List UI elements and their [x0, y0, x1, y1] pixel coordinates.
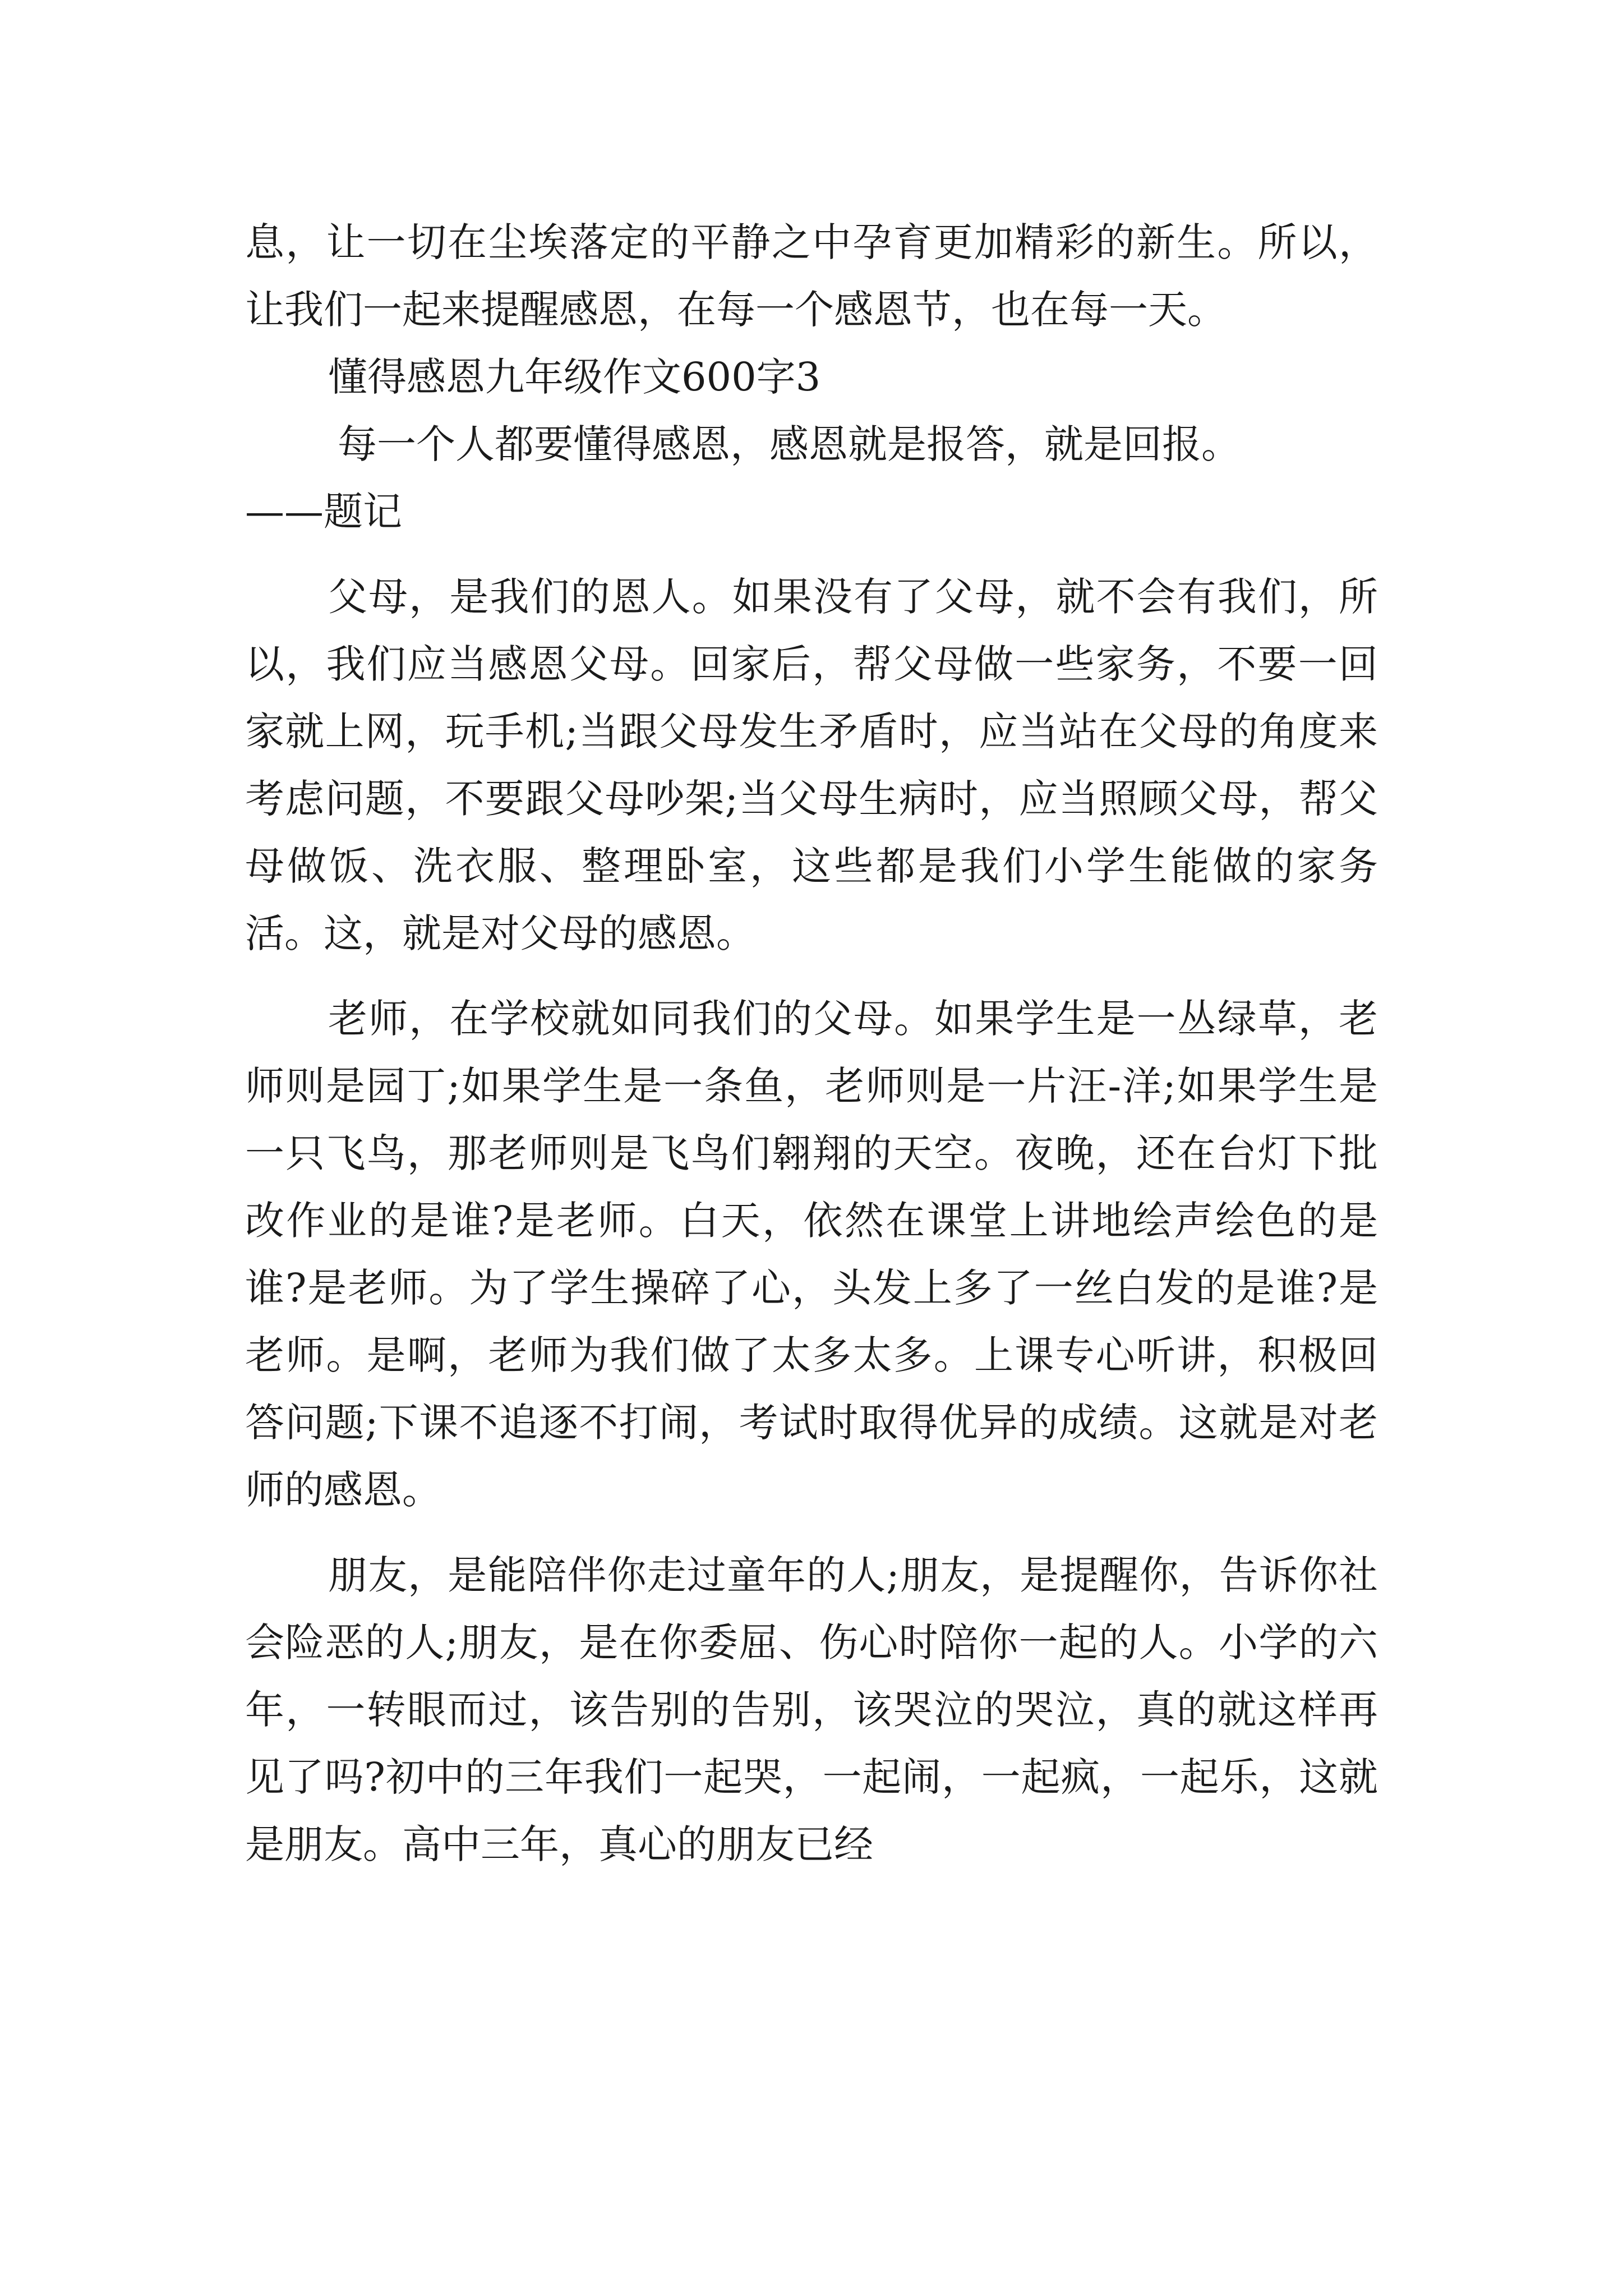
paragraph-gap [245, 967, 1378, 985]
paragraph-friends: 朋友，是能陪伴你走过童年的人;朋友，是提醒你，告诉你社会险恶的人;朋友，是在你委屈、伤心时陪你一起的人。小学的六年，一转眼而过，该告别的告别，该哭泣的哭泣，真的就这样再见了吗?初中的三年我们一起哭，一起闹，一起疯，一起乐，这就是朋友。高中三年，真心的朋友已经 [245, 1552, 1378, 1867]
continuation-paragraph: 息，让一切在尘埃落定的平静之中孕育更加精彩的新生。所以，让我们一起来提醒感恩，在每一个感恩节，也在每一天。 [245, 219, 1378, 333]
epigraph-signature: ——题记 [245, 489, 402, 535]
paragraph-gap [245, 545, 1378, 563]
paragraph-parents: 父母，是我们的恩人。如果没有了父母，就不会有我们，所以，我们应当感恩父母。回家后，帮父母做一些家务，不要一回家就上网，玩手机;当跟父母发生矛盾时，应当站在父母的角度来考虑问题，不要跟父母吵架;当父母生病时，应当照顾父母，帮父母做饭、洗衣服、整理卧室，这些都是我们小学生能做的家务活。这，就是对父母的感恩。 [245, 574, 1378, 956]
section-heading: 懂得感恩九年级作文600字3 [328, 354, 821, 400]
paragraph-teachers: 老师，在学校就如同我们的父母。如果学生是一丛绿草，老师则是园丁;如果学生是一条鱼，老师则是一片汪-洋;如果学生是一只飞鸟，那老师则是飞鸟们翱翔的天空。夜晚，还在台灯下批改作业的是谁?是老师。白天，依然在课堂上讲地绘声绘色的是谁?是老师。为了学生操碎了心，头发上多了一丝白发的是谁?是老师。是啊，老师为我们做了太多太多。上课专心听讲，积极回答问题;下课不追逐不打闹，考试时取得优异的成绩。这就是对老师的感恩。 [245, 996, 1378, 1513]
epigraph-text: 每一个人都要懂得感恩，感恩就是报答，就是回报。 [338, 421, 1241, 467]
paragraph-gap [245, 1524, 1378, 1542]
document-body [245, 209, 1378, 1878]
